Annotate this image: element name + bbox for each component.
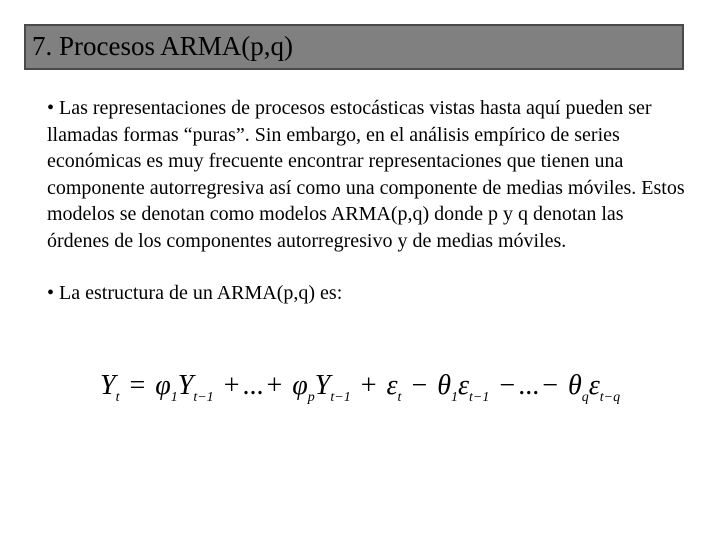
formula-y1: Y — [177, 370, 194, 401]
formula-theta1-sub: 1 — [451, 390, 458, 405]
paragraph-intro: • Las representaciones de procesos estocásticas vistas hasta aquí pueden ser llamadas formas “puras”. Sin embargo, en el análisis empírico de series económicas es muy frecuente encontrar representaciones que tienen una componente autorregresiva así como una componente de medias móviles. Estos modelos se denotan como modelos ARMA(p,q) donde p y q denotan las órdenes de los componentes autorregresivo y de medias móviles. — [47, 97, 685, 252]
formula-lhs: Y — [100, 370, 116, 401]
formula-phi1-sub: 1 — [170, 390, 178, 405]
formula-epsq-sub: t−q — [599, 390, 621, 405]
formula-eps: ε — [386, 370, 398, 401]
formula-lhs-sub: t — [115, 390, 120, 405]
title-bar — [24, 24, 684, 70]
formula-minus-1: − — [411, 370, 428, 401]
formula-dots-1: ... — [242, 370, 264, 401]
formula-thetaq: θ — [567, 370, 582, 401]
formula-yp-sub: t−1 — [330, 390, 351, 405]
formula-plus-1: + — [223, 370, 240, 401]
formula-epsq: ε — [588, 370, 600, 401]
formula-minus-3: − — [542, 370, 558, 401]
formula-equals: = — [129, 370, 146, 401]
formula-yp: Y — [314, 370, 331, 401]
formula-theta1: θ — [437, 370, 451, 401]
formula-eps1-sub: t−1 — [469, 390, 490, 405]
arma-formula — [100, 370, 620, 406]
formula-eps-sub: t — [397, 390, 402, 405]
slide-title: 7. Procesos ARMA(p,q) — [32, 31, 293, 61]
formula-thetaq-sub: q — [581, 390, 589, 405]
slide-body — [47, 95, 687, 307]
formula-dots-2: ... — [518, 370, 540, 401]
formula-minus-2: − — [499, 370, 516, 401]
paragraph-structure: • La estructura de un ARMA(p,q) es: — [47, 282, 343, 304]
formula-phip: φ — [292, 370, 308, 401]
formula-plus-2: + — [266, 370, 283, 401]
formula-phip-sub: p — [307, 390, 315, 405]
formula-plus-3: + — [360, 370, 377, 401]
formula-eps1: ε — [458, 370, 470, 401]
formula-phi1: φ — [155, 370, 171, 401]
formula-y1-sub: t−1 — [193, 390, 214, 405]
